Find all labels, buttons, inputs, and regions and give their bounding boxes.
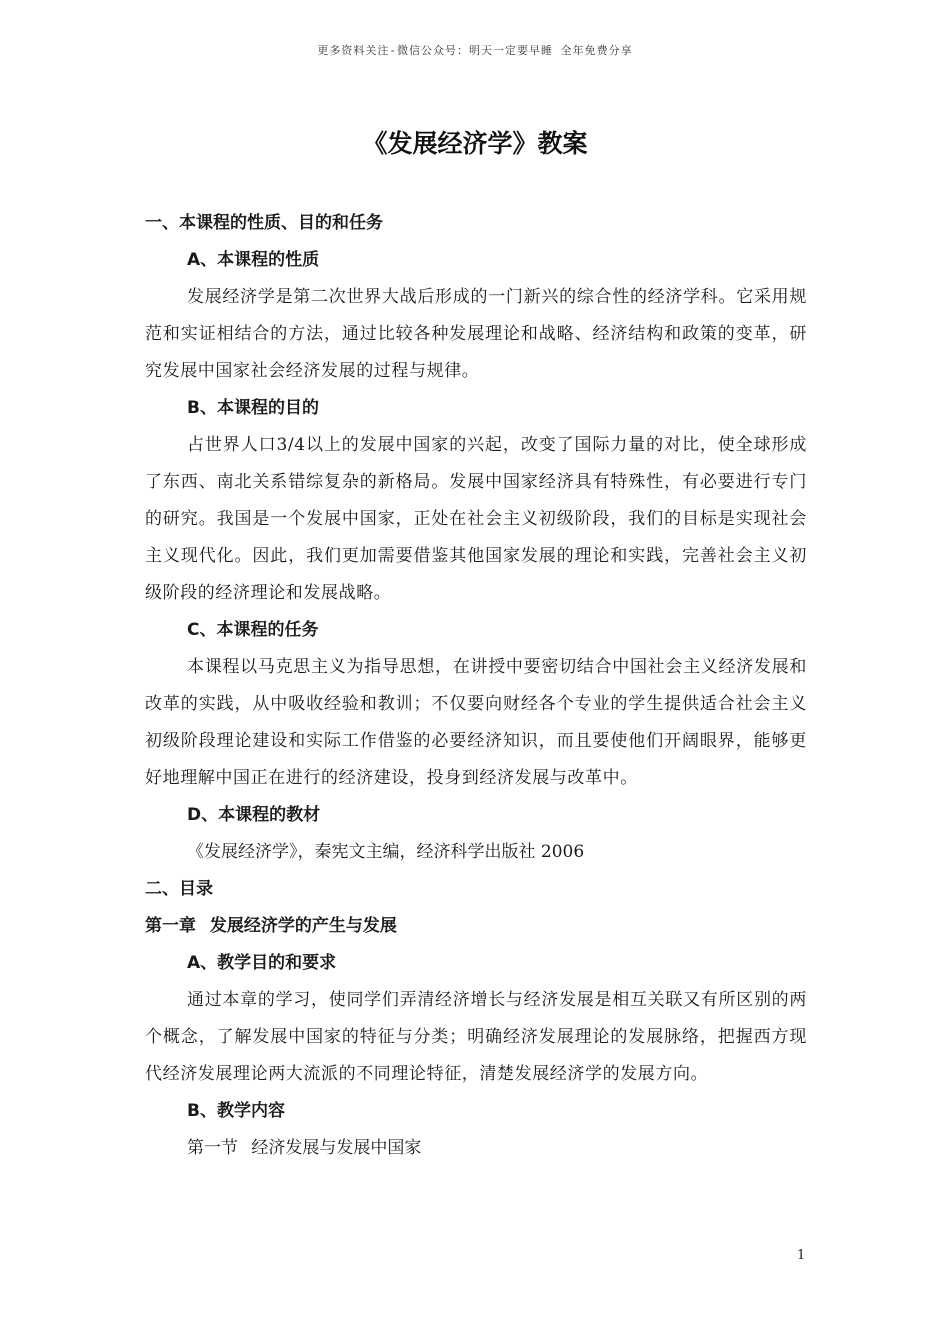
page-number: 1: [797, 1248, 806, 1263]
header-banner: 更多资料关注-微信公众号：明天一定要早睡 全年免费分享: [317, 44, 633, 57]
subheading-textbook: D、本课程的教材: [187, 805, 321, 825]
chapter-number: 第一章: [145, 916, 196, 936]
section-entry: [145, 1130, 807, 1167]
section-heading-contents: 二、目录: [145, 879, 213, 899]
section-number: 第一节: [187, 1138, 238, 1158]
subheading-purpose: B、本课程的目的: [187, 398, 319, 418]
section-heading-course-nature: 一、本课程的性质、目的和任务: [145, 213, 383, 233]
paragraph-purpose: 占世界人口3/4以上的发展中国家的兴起，改变了国际力量的对比，使全球形成了东西、南北关系错综复杂的新格局。发展中国家经济具有特殊性，有必要进行专门的研究。我国是一个发展中国家，正处在社会主义初级阶段，我们的目标是实现社会主义现代化。因此，我们更加需要借鉴其他国家发展的理论和实践，完善社会主义初级阶段的经济理论和发展战略。: [145, 435, 807, 603]
section-title: 经济发展与发展中国家: [251, 1138, 422, 1158]
document-title: 《发展经济学》教案: [362, 129, 588, 158]
subheading-nature: A、本课程的性质: [187, 250, 320, 270]
chapter-heading: [145, 908, 807, 945]
subheading-teaching-content: B、教学内容: [187, 1101, 285, 1121]
document-body: [145, 205, 807, 1167]
subheading-task: C、本课程的任务: [187, 620, 319, 640]
subheading-teaching-goals: A、教学目的和要求: [187, 953, 337, 973]
textbook-reference: 《发展经济学》，秦宪文主编，经济科学出版社 2006: [187, 842, 585, 862]
chapter-title: 发展经济学的产生与发展: [209, 916, 397, 936]
paragraph-teaching-goals: 通过本章的学习，使同学们弄清经济增长与经济发展是相互关联又有所区别的两个概念，了解发展中国家的特征与分类；明确经济发展理论的发展脉络，把握西方现代经济发展理论两大流派的不同理论特征，清楚发展经济学的发展方向。: [145, 990, 807, 1084]
paragraph-task: 本课程以马克思主义为指导思想，在讲授中要密切结合中国社会主义经济发展和改革的实践，从中吸收经验和教训；不仅要向财经各个专业的学生提供适合社会主义初级阶段理论建设和实际工作借鉴的必要经济知识，而且要使他们开阔眼界，能够更好地理解中国正在进行的经济建设，投身到经济发展与改革中。: [145, 657, 807, 788]
paragraph-nature: 发展经济学是第二次世界大战后形成的一门新兴的综合性的经济学科。它采用规范和实证相结合的方法，通过比较各种发展理论和战略、经济结构和政策的变革，研究发展中国家社会经济发展的过程与规律。: [145, 287, 807, 381]
